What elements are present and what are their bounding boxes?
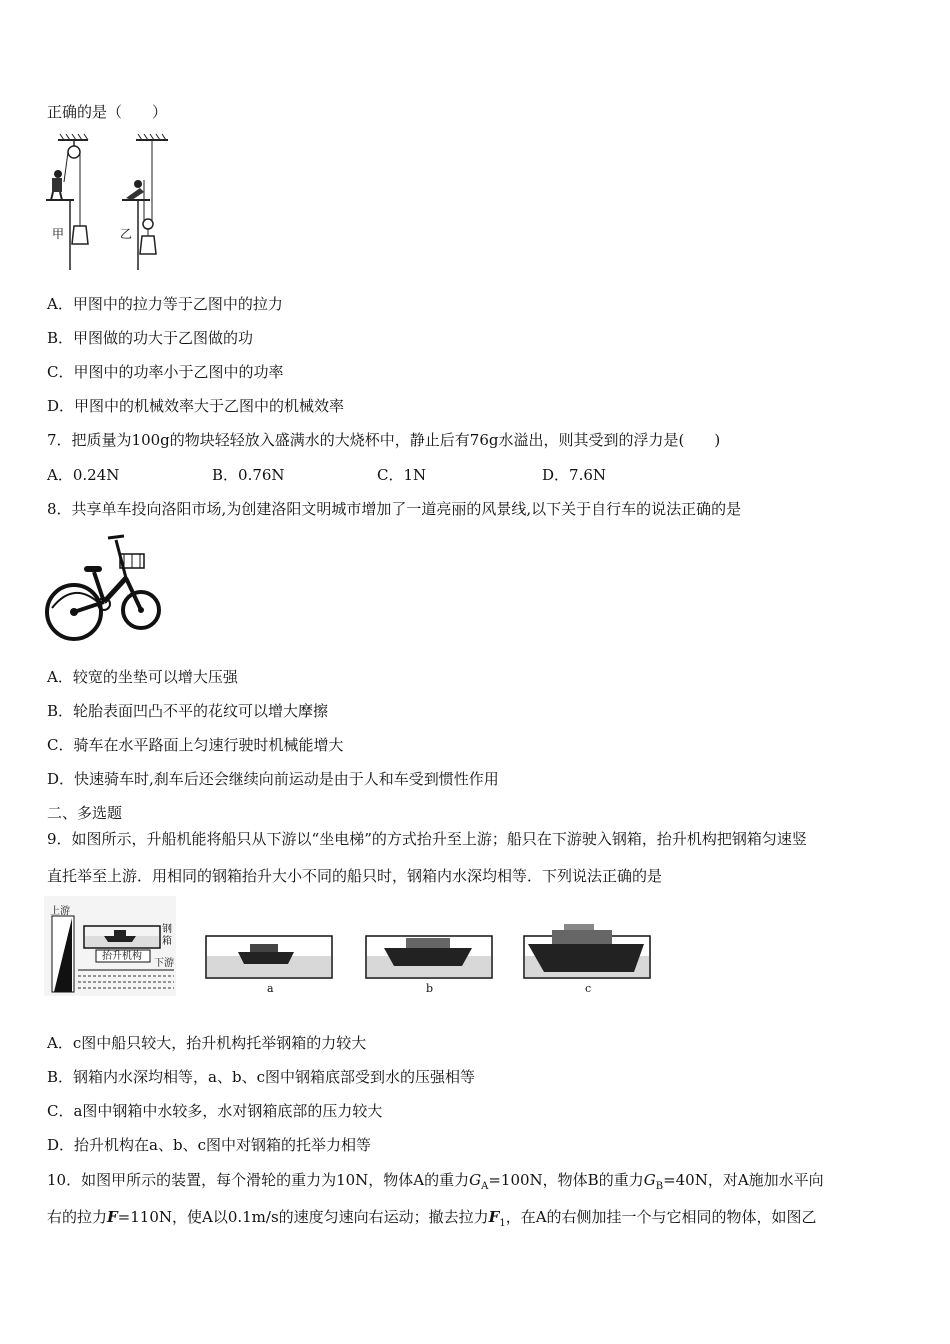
q6-option-b: B．甲图做的功大于乙图做的功 xyxy=(47,329,254,347)
q9-stem-line2: 直托举至上游．用相同的钢箱抬升大小不同的船只时，钢箱内水深均相等．下列说法正确的是 xyxy=(47,867,663,885)
label-upstream: 上游 xyxy=(50,906,70,917)
q6-option-a: A．甲图中的拉力等于乙图中的拉力 xyxy=(47,295,283,313)
q10-text: 10．如图甲所示的装置，每个滑轮的重力为10N，物体A的重力 xyxy=(47,1171,470,1189)
section-title-multiple-choice: 二、多选题 xyxy=(47,804,123,822)
q9-option-a: A．c图中船只较大，抬升机构托举钢箱的力较大 xyxy=(47,1034,367,1052)
q9-option-d: D．抬升机构在a、b、c图中对钢箱的托举力相等 xyxy=(47,1136,371,1154)
label-a: a xyxy=(267,982,274,995)
q10-line1 xyxy=(47,1170,824,1197)
label-steel-box: 钢箱 xyxy=(162,924,172,947)
fig-label-yi: 乙 xyxy=(120,227,133,241)
label-b: b xyxy=(426,982,434,995)
bicycle-figure xyxy=(44,530,164,645)
q10-line2 xyxy=(47,1207,817,1234)
q7-option-d: D．7.6N xyxy=(542,466,607,484)
var-f1-sub: 1 xyxy=(499,1218,506,1229)
label-downstream: 下游 xyxy=(154,958,174,969)
q8-option-d: D．快速骑车时,刹车后还会继续向前运动是由于人和车受到惯性作用 xyxy=(47,770,499,788)
fig-label-jia: 甲 xyxy=(52,227,65,241)
q6-option-c: C．甲图中的功率小于乙图中的功率 xyxy=(47,363,284,381)
var-ga-sub: A xyxy=(481,1181,489,1192)
q6-stem-end: 正确的是（ ） xyxy=(47,103,168,121)
q7-stem: 7．把质量为100g的物块轻轻放入盛满水的大烧杯中，静止后有76g水溢出，则其受到的浮力是( ) xyxy=(47,431,721,449)
q9-stem-line1: 9．如图所示，升船机能将船只从下游以“坐电梯”的方式抬升至上游；船只在下游驶入钢箱，抬升机构把钢箱匀速竖 xyxy=(47,830,807,848)
var-f1: F xyxy=(488,1208,500,1226)
var-f: F xyxy=(107,1208,118,1226)
label-c: c xyxy=(585,982,592,995)
pulley-figure xyxy=(44,132,174,272)
q6-option-d: D．甲图中的机械效率大于乙图中的机械效率 xyxy=(47,397,345,415)
label-lift-mechanism: 抬升机构 xyxy=(102,951,142,962)
ship-lift-figure xyxy=(44,896,660,1000)
q8-option-b: B．轮胎表面凹凸不平的花纹可以增大摩擦 xyxy=(47,702,329,720)
q10-text: =100N，物体B的重力 xyxy=(488,1171,644,1189)
var-gb-sub: B xyxy=(655,1181,664,1192)
q9-option-c: C．a图中钢箱中水较多，水对钢箱底部的压力较大 xyxy=(47,1102,383,1120)
q10-text: 右的拉力 xyxy=(47,1208,108,1226)
q9-option-b: B．钢箱内水深均相等，a、b、c图中钢箱底部受到水的压强相等 xyxy=(47,1068,475,1086)
q7-option-a: A．0.24N xyxy=(47,466,120,484)
q10-text: =40N，对A施加水平向 xyxy=(663,1171,824,1189)
q10-text: =110N，使A以0.1m/s的速度匀速向右运动；撤去拉力 xyxy=(117,1208,489,1226)
q7-option-c: C．1N xyxy=(377,466,427,484)
var-gb: G xyxy=(643,1171,656,1189)
q8-option-c: C．骑车在水平路面上匀速行驶时机械能增大 xyxy=(47,736,344,754)
q7-option-b: B．0.76N xyxy=(212,466,285,484)
q8-option-a: A．较宽的坐垫可以增大压强 xyxy=(47,668,238,686)
q8-stem: 8．共享单车投向洛阳市场,为创建洛阳文明城市增加了一道亮丽的风景线,以下关于自行车的说法正确的是 xyxy=(47,500,742,518)
q10-text: ，在A的右侧加挂一个与它相同的物体，如图乙 xyxy=(505,1208,817,1226)
var-ga: G xyxy=(469,1171,482,1189)
q7-options xyxy=(47,465,606,485)
